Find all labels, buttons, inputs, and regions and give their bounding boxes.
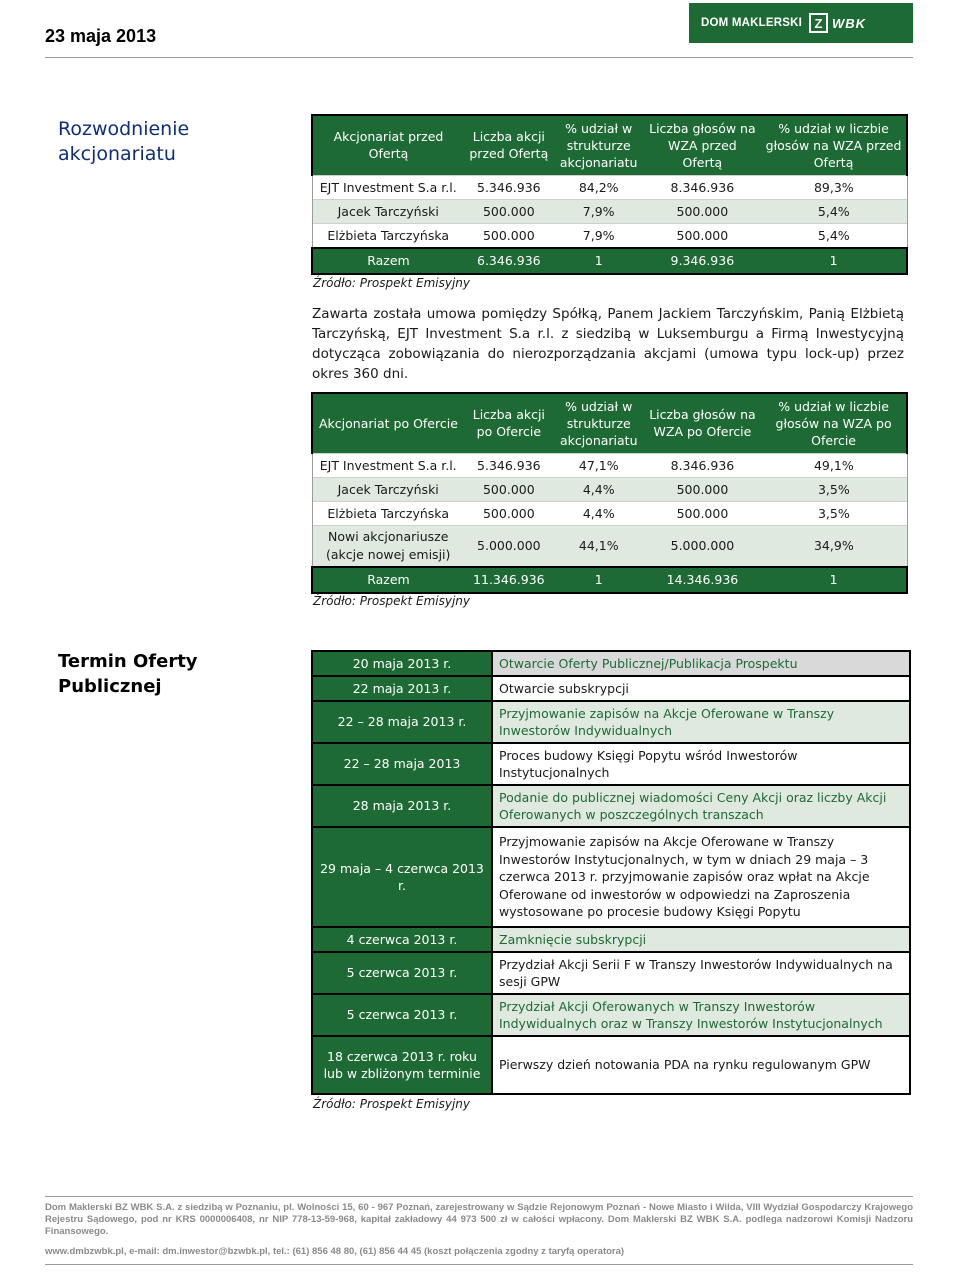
schedule-date: 5 czerwca 2013 r. [312,994,492,1036]
schedule-description: Przydział Akcji Serii F w Transzy Inwestorów Indywidualnych na sesji GPW [492,952,910,994]
column-header: Akcjonariat przed Ofertą [312,115,464,175]
table-cell: 84,2% [554,175,644,199]
table-cell: Razem [312,248,464,274]
table-cell: 500.000 [464,223,554,248]
table-cell: 500.000 [464,501,554,525]
table-cell: 500.000 [464,477,554,501]
source-note: Źródło: Prospekt Emisyjny [313,594,470,608]
schedule-row [312,651,910,676]
table-cell: EJT Investment S.a r.l. [312,453,464,477]
column-header: % udział w strukturze akcjonariatu [554,115,644,175]
table-cell: 3,5% [761,501,907,525]
table-cell: 8.346.936 [644,453,761,477]
shareholders-before-table [311,114,908,275]
logo-text: DOM MAKLERSKI [701,17,802,29]
table-cell: 5.000.000 [464,525,554,567]
table-cell: Jacek Tarczyński [312,477,464,501]
table-cell: Jacek Tarczyński [312,199,464,223]
column-header: Liczba akcji po Ofercie [464,393,554,453]
shareholders-after-table [311,392,908,594]
table-cell: 500.000 [644,477,761,501]
table-cell: Razem [312,567,464,593]
table-cell: Elżbieta Tarczyńska [312,223,464,248]
column-header: Liczba akcji przed Ofertą [464,115,554,175]
table-cell: 1 [554,567,644,593]
schedule-description: Otwarcie Oferty Publicznej/Publikacja Prospektu [492,651,910,676]
schedule-date: 22 maja 2013 r. [312,676,492,701]
footer-divider [45,1196,913,1197]
source-note: Źródło: Prospekt Emisyjny [313,276,470,290]
schedule-description: Zamknięcie subskrypcji [492,927,910,952]
schedule-description: Podanie do publicznej wiadomości Ceny Akcji oraz liczby Akcji Oferowanych w poszczególnych transzach [492,785,910,827]
table-cell: 6.346.936 [464,248,554,274]
schedule-date: 28 maja 2013 r. [312,785,492,827]
column-header: Akcjonariat po Ofercie [312,393,464,453]
table-cell: 7,9% [554,199,644,223]
table-cell: 5.346.936 [464,453,554,477]
schedule-date: 22 – 28 maja 2013 [312,743,492,785]
table-cell: 7,9% [554,223,644,248]
section-title-offer-schedule: Termin Oferty Publicznej [58,651,198,697]
schedule-description: Przyjmowanie zapisów na Akcje Oferowane w Transzy Inwestorów Indywidualnych [492,701,910,743]
table-row [312,501,907,525]
table-cell: 5.000.000 [644,525,761,567]
table-cell: 34,9% [761,525,907,567]
table-cell: 47,1% [554,453,644,477]
schedule-row [312,676,910,701]
table-cell: 14.346.936 [644,567,761,593]
schedule-description: Przydział Akcji Oferowanych w Transzy Inwestorów Indywidualnych oraz w Transzy Inwestorów Instytucjonalnych [492,994,910,1036]
table-cell: 5,4% [761,199,907,223]
table-cell: 11.346.936 [464,567,554,593]
table-cell: 49,1% [761,453,907,477]
table-cell: Elżbieta Tarczyńska [312,501,464,525]
schedule-row [312,701,910,743]
schedule-row [312,743,910,785]
table-cell: 4,4% [554,477,644,501]
section-title-dilution: Rozwodnienie akcjonariatu [58,118,190,165]
table-header-row [312,115,907,175]
schedule-description: Pierwszy dzień notowania PDA na rynku regulowanym GPW [492,1036,910,1094]
offer-schedule-table [311,650,911,1095]
table-cell: 1 [761,567,907,593]
source-note: Źródło: Prospekt Emisyjny [313,1097,470,1111]
schedule-row [312,827,910,927]
table-cell: Nowi akcjonariusze (akcje nowej emisji) [312,525,464,567]
table-cell: 5,4% [761,223,907,248]
schedule-row [312,785,910,827]
table-cell: 1 [761,248,907,274]
page-date: 23 maja 2013 [45,26,157,46]
schedule-date: 4 czerwca 2013 r. [312,927,492,952]
column-header: % udział w strukturze akcjonariatu [554,393,644,453]
schedule-date: 22 – 28 maja 2013 r. [312,701,492,743]
schedule-row [312,994,910,1036]
schedule-row [312,927,910,952]
schedule-description: Proces budowy Księgi Popytu wśród Inwestorów Instytucjonalnych [492,743,910,785]
table-cell: 3,5% [761,477,907,501]
schedule-date: 20 maja 2013 r. [312,651,492,676]
column-header: Liczba głosów na WZA przed Ofertą [644,115,761,175]
table-row [312,199,907,223]
footer-divider-bottom [45,1264,913,1265]
table-cell: 500.000 [644,501,761,525]
schedule-description: Przyjmowanie zapisów na Akcje Oferowane w Transzy Inwestorów Instytucjonalnych, w tym w dniach 29 maja – 3 czerwca 2013 r. przyjmowanie zapisów oraz wpłat na Akcje Oferowane od inwestorów w odpowiedzi na Zaproszenia wystosowane po procesie budowy Księgi Popytu [492,827,910,927]
schedule-description: Otwarcie subskrypcji [492,676,910,701]
table-cell: 500.000 [644,223,761,248]
schedule-row [312,1036,910,1094]
table-row [312,175,907,199]
column-header: % udział w liczbie głosów na WZA po Ofercie [761,393,907,453]
column-header: % udział w liczbie głosów na WZA przed Ofertą [761,115,907,175]
table-cell: 500.000 [464,199,554,223]
table-header-row [312,393,907,453]
table-row [312,477,907,501]
table-cell: 500.000 [644,199,761,223]
footer-legal-text: Dom Maklerski BZ WBK S.A. z siedzibą w Poznaniu, pl. Wolności 15, 60 - 967 Poznań, zarejestrowany w Sądzie Rejonowym Poznań - Nowe Miasto i Wilda, VIII Wydział Gospodarczy Krajowego Rejestru Sądowego, pod nr KRS 0000006408, nr NIP 778-13-59-968, kapitał zakładowy 44 973 500 zł w całości wpłacony. Dom Maklerski BZ WBK S.A. podlega nadzorowi Komisji Nadzoru Finansowego. [45,1202,913,1237]
footer-contact: www.dmbzwbk.pl, e-mail: dm.inwestor@bzwbk.pl, tel.: (61) 856 48 80, (61) 856 44 45 (koszt połączenia zgodny z taryfą operatora) [45,1246,625,1257]
table-row [312,223,907,248]
schedule-row [312,952,910,994]
logo-mark-icon: Z [809,13,828,33]
header-divider [45,57,913,58]
table-cell: 8.346.936 [644,175,761,199]
schedule-date: 5 czerwca 2013 r. [312,952,492,994]
schedule-date: 18 czerwca 2013 r. roku lub w zbliżonym terminie [312,1036,492,1094]
table-cell: 1 [554,248,644,274]
company-logo [689,3,913,43]
logo-brand: WBK [832,15,867,31]
table-cell: EJT Investment S.a r.l. [312,175,464,199]
table-row [312,525,907,567]
schedule-date: 29 maja – 4 czerwca 2013 r. [312,827,492,927]
table-total-row [312,248,907,274]
table-total-row [312,567,907,593]
table-cell: 4,4% [554,501,644,525]
column-header: Liczba głosów na WZA po Ofercie [644,393,761,453]
table-cell: 44,1% [554,525,644,567]
table-row [312,453,907,477]
lockup-paragraph: Zawarta została umowa pomiędzy Spółką, Panem Jackiem Tarczyńskim, Panią Elżbietą Tarczyńską, EJT Investment S.a r.l. z siedzibą w Luksemburgu a Firmą Inwestycyjną dotycząca zobowiązania do nierozporządzania akcjami (umowa typu lock-up) przez okres 360 dni. [312,306,904,382]
table-cell: 9.346.936 [644,248,761,274]
table-cell: 5.346.936 [464,175,554,199]
table-cell: 89,3% [761,175,907,199]
